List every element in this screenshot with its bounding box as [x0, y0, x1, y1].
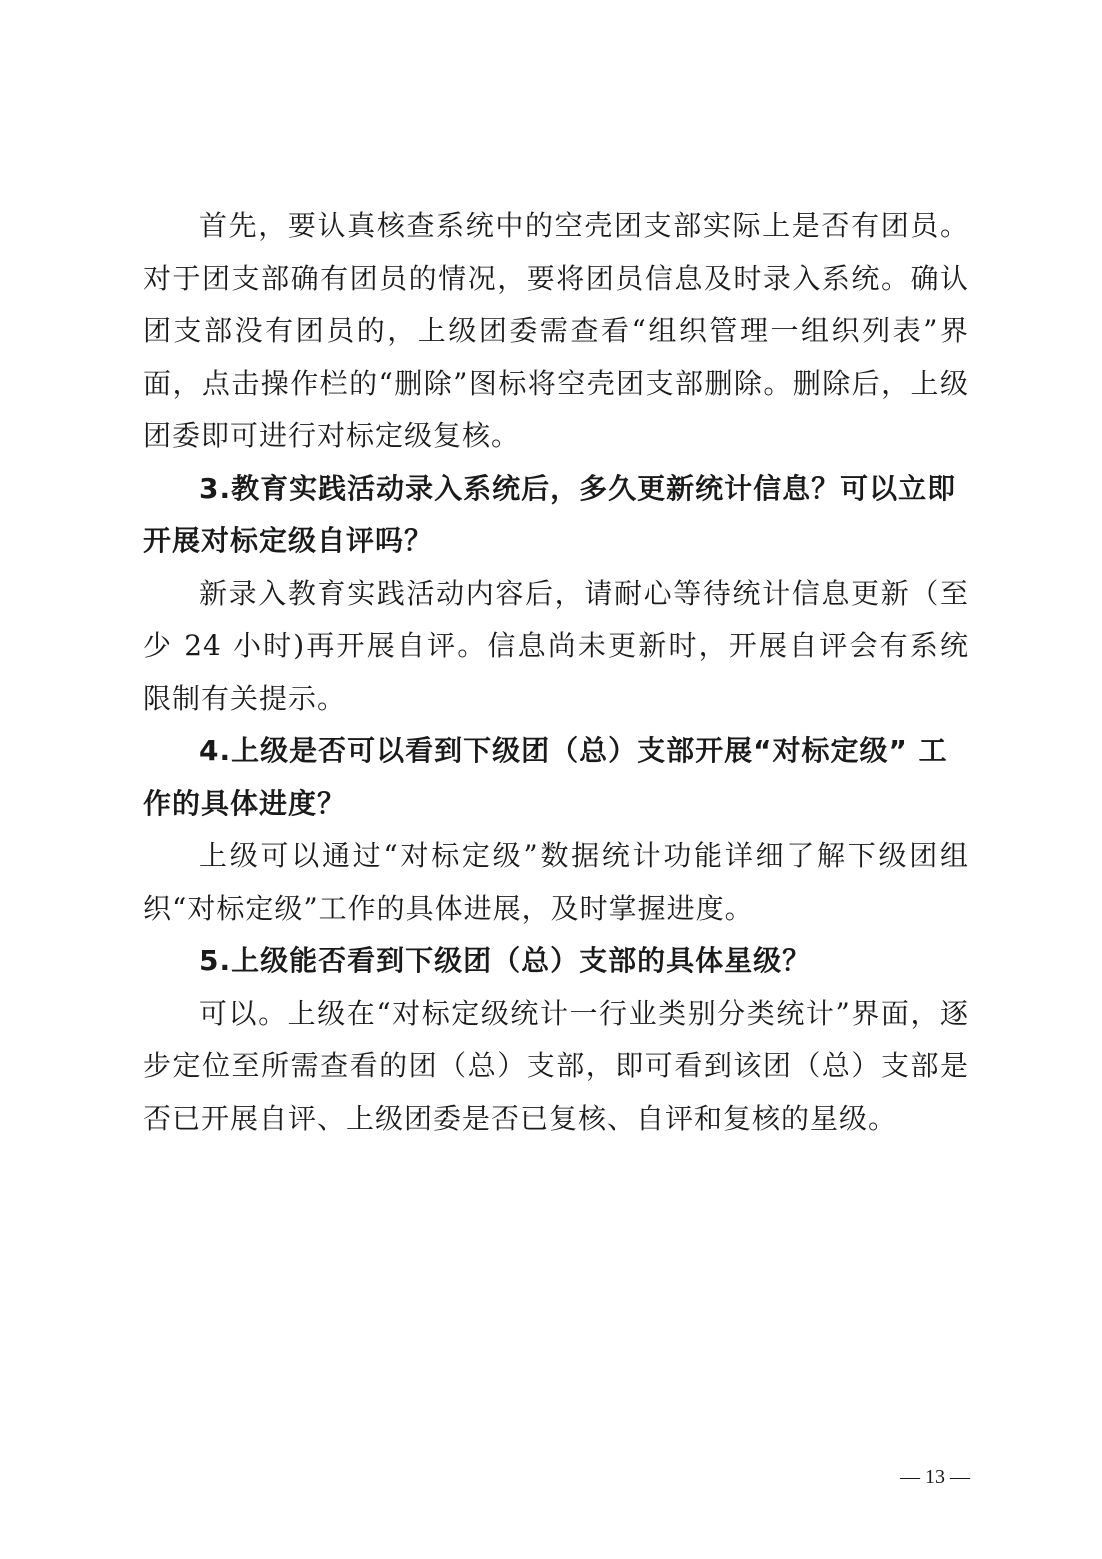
paragraph-empty-branch-check: 首先，要认真核查系统中的空壳团支部实际上是否有团员。对于团支部确有团员的情况，要将团员信息及时录入系统。确认团支部没有团员的，上级团委需查看“组织管理一组织列表”界面，点击操作栏的“删除”图标将空壳团支部删除。删除后，上级团委即可进行对标定级复核。	[143, 209, 969, 452]
question-3-heading: 3.教育实践活动录入系统后，多久更新统计信息？可以立即开展对标定级自评吗？	[143, 471, 957, 557]
page-number: — 13 —	[900, 1466, 970, 1488]
answer-4-paragraph: 上级可以通过“对标定级”数据统计功能详细了解下级团组织“对标定级”工作的具体进展，及时掌握进度。	[143, 839, 969, 925]
answer-5-paragraph: 可以。上级在“对标定级统计一行业类别分类统计”界面，逐步定位至所需查看的团（总）支部，即可看到该团（总）支部是否已开展自评、上级团委是否已复核、自评和复核的星级。	[143, 996, 969, 1135]
question-5-heading: 5.上级能否看到下级团（总）支部的具体星级？	[199, 944, 812, 977]
document-body	[143, 200, 969, 1145]
question-4-heading: 4.上级是否可以看到下级团（总）支部开展“对标定级” 工作的具体进度？	[143, 734, 948, 820]
answer-3-paragraph: 新录入教育实践活动内容后，请耐心等待统计信息更新（至少 24 小时)再开展自评。信息尚未更新时，开展自评会有系统 限制有关提示。	[143, 576, 969, 715]
